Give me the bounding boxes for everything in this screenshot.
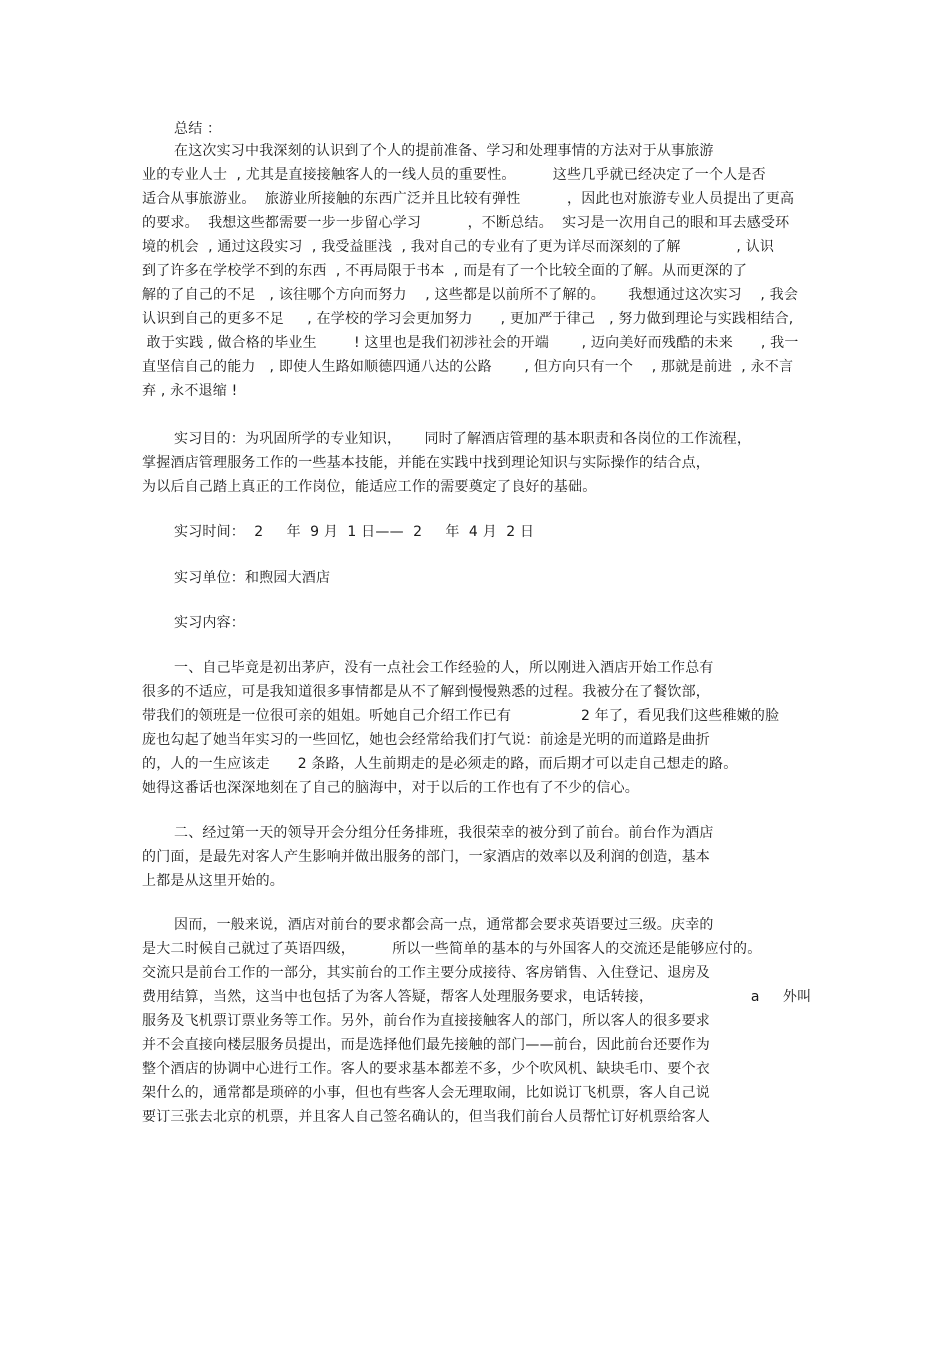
item3-line: 要订三张去北京的机票，并且客人自己签名确认的，但当我们前台人员帮忙订好机票给客人 xyxy=(142,1109,710,1125)
summary-line: 境的机会 , 通过这段实习 , 我受益匪浅 , 我对自己的专业有了更为详尽而深刻的了解 , 认识 xyxy=(142,239,775,255)
item1-line: 带我们的领班是一位很可亲的姐姐。听她自己介绍工作已有 2 年了，看见我们这些稚嫩的脸 xyxy=(142,708,780,724)
internship-content-label: 实习内容： xyxy=(174,615,245,631)
item3-line: 架什么的，通常都是琐碎的小事，但也有些客人会无理取闹，比如说订飞机票，客人自己说 xyxy=(142,1085,710,1101)
purpose-line: 实习目的：为巩固所学的专业知识， 同时了解酒店管理的基本职责和各岗位的工作流程， xyxy=(174,431,752,447)
summary-line: 解的了自己的不足 , 该往哪个方向而努力 , 这些都是以前所不了解的。 我想通过这次实习 , 我会 xyxy=(142,287,799,303)
internship-time: 实习时间： 2 年 9 月 1 日—— 2 年 4 月 2 日 xyxy=(174,524,535,540)
item1-line: 一、自己毕竟是初出茅庐，没有一点社会工作经验的人，所以刚进入酒店开始工作总有 xyxy=(174,660,714,676)
item1-line: 的，人的一生应该走 2 条路，人生前期走的是必须走的路，而后期才可以走自己想走的路。 xyxy=(142,756,738,772)
item1-line: 庞也勾起了她当年实习的一些回忆，她也会经常给我们打气说：前途是光明的而道路是曲折 xyxy=(142,732,710,748)
item3-line: 是大二时候自己就过了英语四级， 所以一些简单的基本的与外国客人的交流还是能够应付的。 xyxy=(142,941,762,957)
item3-line: 服务及飞机票订票业务等工作。另外，前台作为直接接触客人的部门，所以客人的很多要求 xyxy=(142,1013,710,1029)
purpose-line: 为以后自己踏上真正的工作岗位，能适应工作的需要奠定了良好的基础。 xyxy=(142,479,597,495)
item3-line: 因而，一般来说，酒店对前台的要求都会高一点，通常都会要求英语要过三级。庆幸的 xyxy=(174,917,714,933)
item2-line: 上都是从这里开始的。 xyxy=(142,873,284,889)
summary-line: 适合从事旅游业。 旅游业所接触的东西广泛并且比较有弹性 ，因此也对旅游专业人员提出了更高 xyxy=(142,191,795,207)
summary-heading: 总结 ： xyxy=(174,121,222,137)
item3-line: 并不会直接向楼层服务员提出，而是选择他们最先接触的部门——前台，因此前台还要作为 xyxy=(142,1037,710,1053)
summary-line: 认识到自己的更多不足 , 在学校的学习会更加努力 , 更加严于律己 , 努力做到理论与实践相结合, xyxy=(142,311,794,327)
summary-line: 到了许多在学校学不到的东西 , 不再局限于书本 , 而是有了一个比较全面的了解。从而更深的了 xyxy=(142,263,748,279)
summary-line: 在这次实习中我深刻的认识到了个人的提前准备、学习和处理事情的方法对于从事旅游 xyxy=(174,143,714,159)
summary-line: 弃 , 永不退缩 ! xyxy=(142,383,238,399)
item2-line: 二、经过第一天的领导开会分组分任务排班，我很荣幸的被分到了前台。前台作为酒店 xyxy=(174,825,714,841)
summary-line: 业的专业人士 , 尤其是直接接触客人的一线人员的重要性。 这些几乎就已经决定了一个人是否 xyxy=(142,167,766,183)
summary-line: 直坚信自己的能力 , 即使人生路如顺德四通八达的公路 , 但方向只有一个 , 那就是前进 , 永不言 xyxy=(142,359,794,375)
purpose-line: 掌握酒店管理服务工作的一些基本技能，并能在实践中找到理论知识与实际操作的结合点， xyxy=(142,455,710,471)
summary-line: 敢于实践 , 做合格的毕业生 ! 这里也是我们初涉社会的开端 , 迈向美好而残酷的未来 , 我一 xyxy=(142,335,799,351)
item3-line: 整个酒店的协调中心进行工作。客人的要求基本都差不多，少个吹风机、缺块毛巾、要个衣 xyxy=(142,1061,710,1077)
item3-line: 交流只是前台工作的一部分，其实前台的工作主要分成接待、客房销售、入住登记、退房及 xyxy=(142,965,710,981)
item2-line: 的门面，是最先对客人产生影响并做出服务的部门，一家酒店的效率以及利润的创造，基本 xyxy=(142,849,710,865)
internship-unit: 实习单位：和煦园大酒店 xyxy=(174,570,331,586)
item1-line: 她得这番话也深深地刻在了自己的脑海中，对于以后的工作也有了不少的信心。 xyxy=(142,780,639,796)
item3-line: 费用结算，当然，这当中也包括了为客人答疑，帮客人处理服务要求，电话转接， a 外叫 xyxy=(142,989,812,1005)
item1-line: 很多的不适应，可是我知道很多事情都是从不了解到慢慢熟悉的过程。我被分在了餐饮部， xyxy=(142,684,710,700)
summary-line: 的要求。 我想这些都需要一步一步留心学习 ，不断总结。 实习是一次用自己的眼和耳去感受环 xyxy=(142,215,790,231)
